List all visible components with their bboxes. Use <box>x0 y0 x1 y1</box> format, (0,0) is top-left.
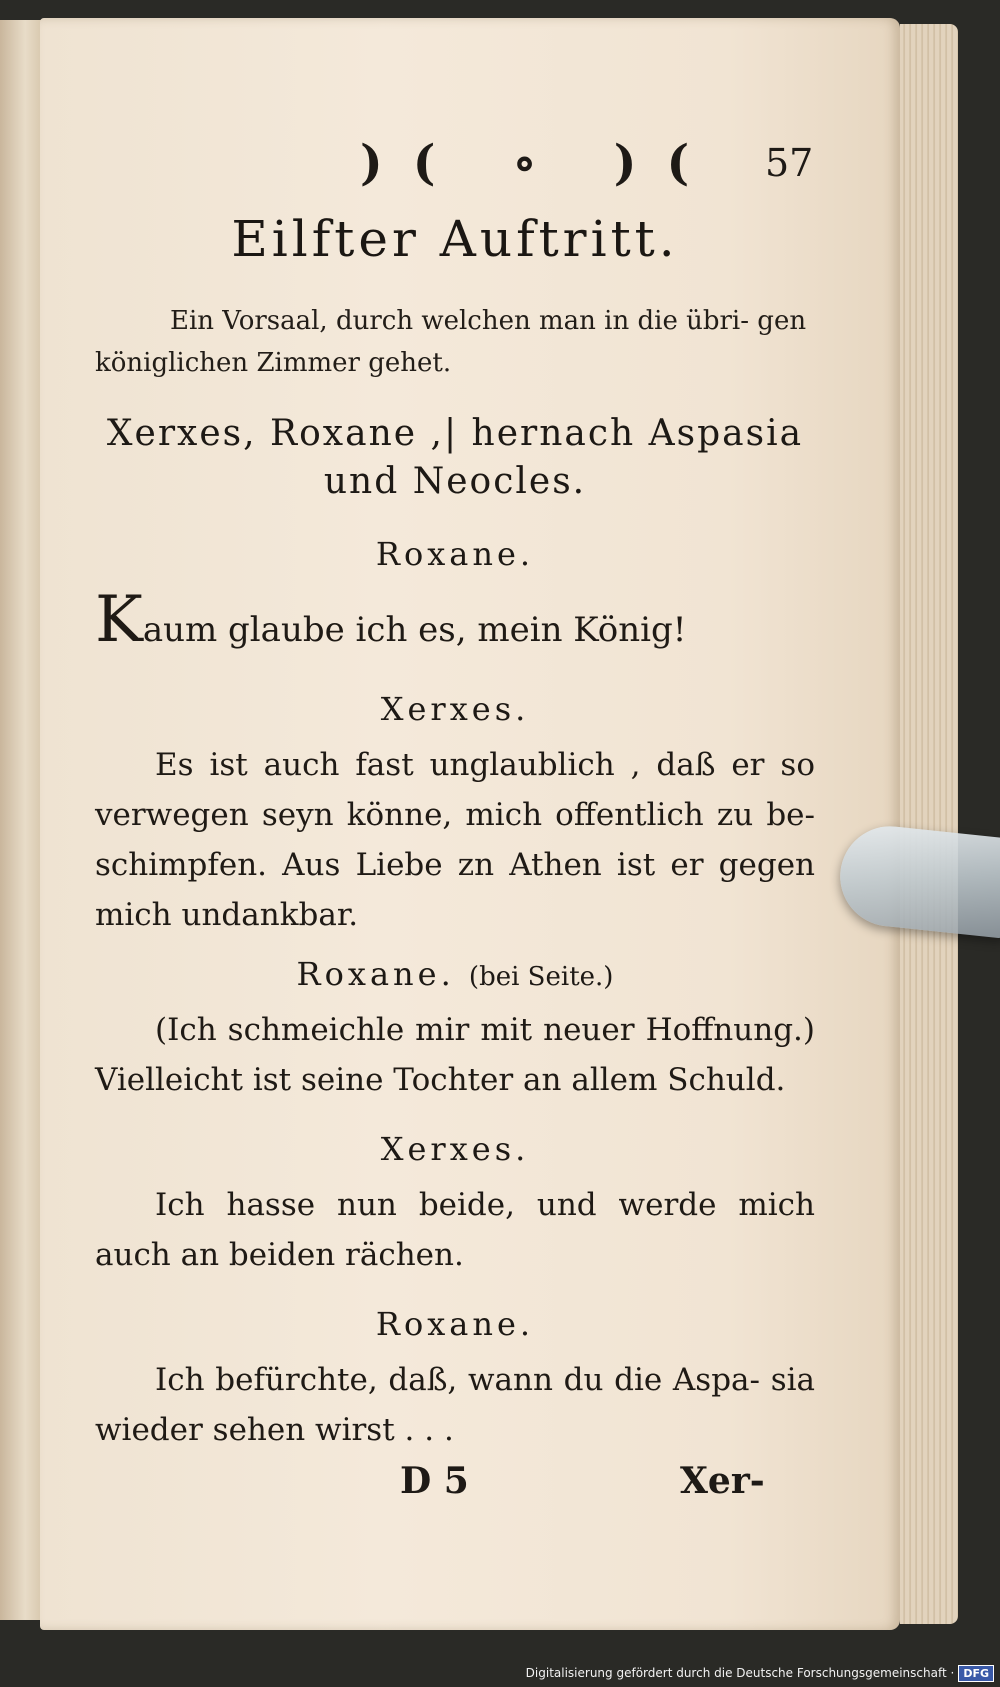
cast-line-2: und Neocles. <box>323 461 587 502</box>
page-number: 57 <box>765 141 814 185</box>
facing-page-edge <box>0 20 44 1620</box>
speaker-name: Roxane. <box>296 955 455 993</box>
speaker-line <box>95 955 815 993</box>
dialogue-text: Ich hasse nun beide, und werde mich auch an beiden rächen. <box>95 1187 815 1273</box>
dfg-logo: DFG <box>958 1665 994 1682</box>
speaker-name: Xerxes. <box>380 690 530 728</box>
header-ornament: )( ∘ )( <box>360 135 720 191</box>
page-header <box>95 135 815 195</box>
speaker-name: Roxane. <box>375 535 535 573</box>
speaker-name: Xerxes. <box>380 1130 530 1168</box>
signature-mark: D 5 <box>400 1460 469 1502</box>
drop-cap: K <box>95 583 143 657</box>
stage-direction: (bei Seite.) <box>468 962 614 992</box>
footer-credit: Digitalisierung gefördert durch die Deutsche Forschungsgemeinschaft · <box>525 1666 955 1680</box>
dialogue-text: Ich befürchte, daß, wann du die Aspa- sia wieder sehen wirst . . . <box>95 1362 815 1448</box>
dialogue-text: Es ist auch fast unglaublich , daß er so verwegen seyn könne, mich offentlich zu be- schimpfen. Aus Liebe zn Athen ist er gegen mich undankbar. <box>95 747 815 933</box>
cast-line-1: Xerxes, Roxane ,| hernach Aspasia <box>106 413 804 454</box>
catchword: Xer- <box>680 1460 765 1502</box>
cast-list <box>95 410 815 506</box>
dialogue-text: aum glaube ich es, mein König! <box>142 610 687 650</box>
dialogue-line <box>95 583 815 657</box>
scene-title: Eilfter Auftritt. <box>231 210 679 268</box>
speaker-name: Roxane. <box>375 1305 535 1343</box>
page-stack-edge <box>900 24 958 1624</box>
scene-description: Ein Vorsaal, durch welchen man in die übri- gen königlichen Zimmer gehet. <box>95 306 807 378</box>
digitization-footer <box>526 1662 994 1684</box>
dialogue-text: (Ich schmeichle mir mit neuer Hoffnung.) Vielleicht ist seine Tochter an allem Schuld. <box>95 1012 815 1098</box>
